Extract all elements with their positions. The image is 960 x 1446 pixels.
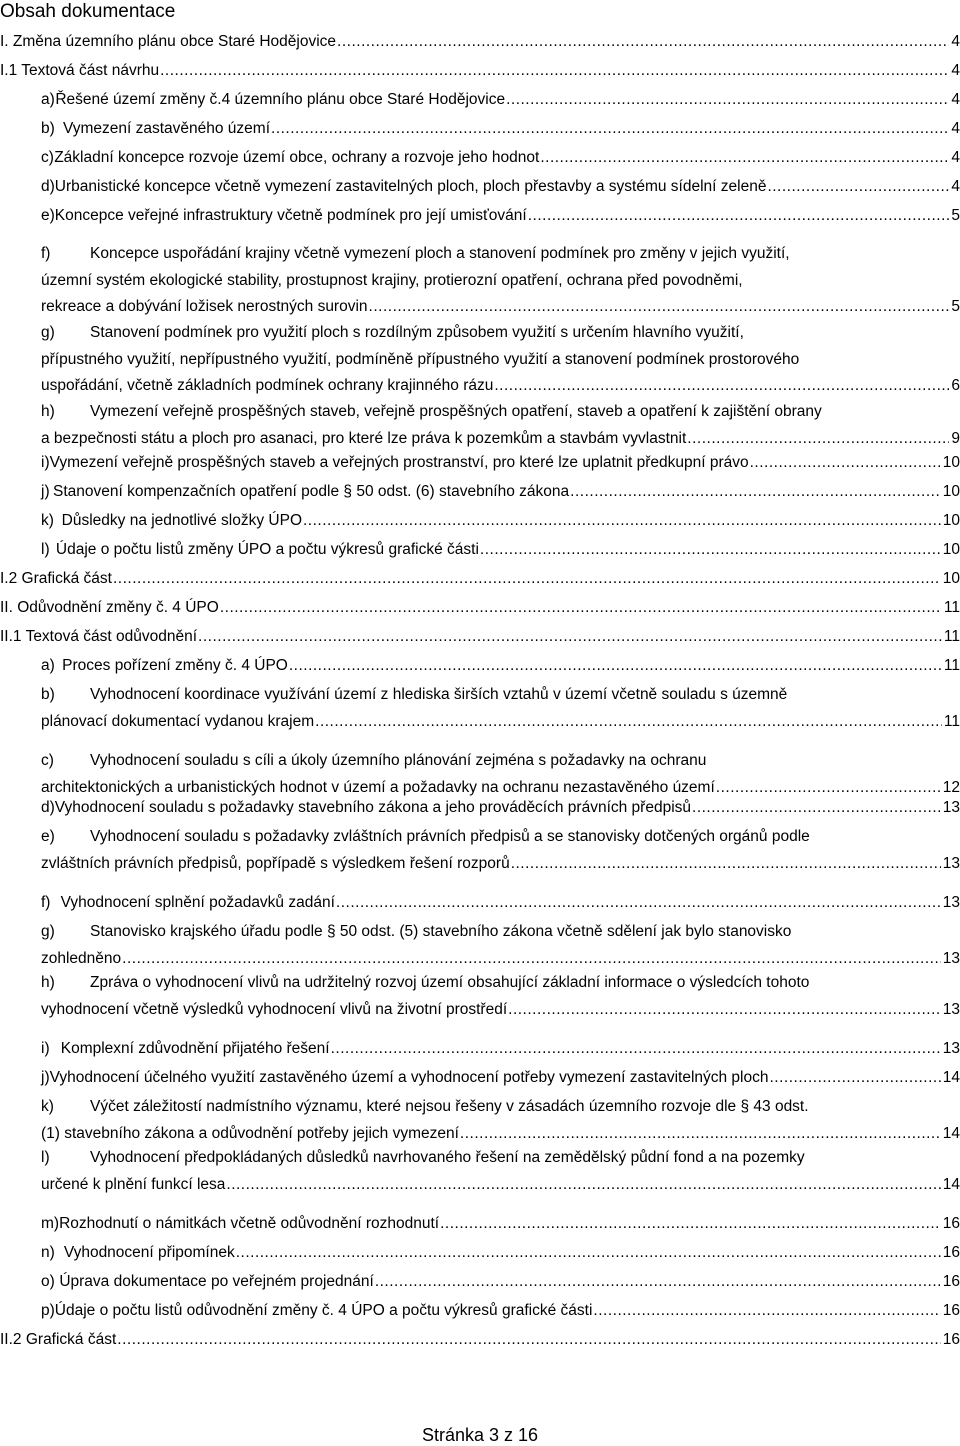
toc-entry-title: rekreace a dobývání ložisek nerostných surovin <box>41 298 368 316</box>
toc-page-number: 4 <box>951 120 960 137</box>
toc-page-number: 4 <box>951 62 960 79</box>
toc-entry-marker: a) <box>41 91 55 108</box>
toc-entry-title: přípustného využití, nepřípustného využití, podmíněně přípustného využití a stanovení podmínek prostorového <box>41 350 800 368</box>
toc-page-number: 10 <box>942 512 960 529</box>
dot-leader <box>494 373 949 400</box>
toc-entry[interactable] <box>0 1240 960 1267</box>
toc-page-number: 11 <box>943 657 960 674</box>
toc-page-number: 11 <box>943 628 960 645</box>
toc-page-number: 16 <box>942 1215 960 1232</box>
toc-entry-marker: l) <box>41 541 50 558</box>
dot-leader <box>337 29 949 56</box>
dot-leader <box>570 479 941 506</box>
toc-entry-title: Řešené území změny č.4 územního plánu obce Staré Hodějovice <box>55 91 506 108</box>
toc-entry-marker: c) <box>41 752 54 769</box>
toc-page-number: 10 <box>942 483 960 500</box>
toc-page-number: 11 <box>943 712 960 730</box>
dot-leader <box>508 997 941 1024</box>
toc-entry-title: plánovací dokumentací vydanou krajem <box>41 712 315 730</box>
dot-leader <box>160 58 949 85</box>
toc-entry[interactable] <box>0 537 960 564</box>
toc-entry[interactable] <box>0 1327 960 1354</box>
toc-entry-title: Vyhodnocení účelného využití zastavěného území a vyhodnocení potřeby vymezení zastavitelných ploch <box>49 1069 769 1086</box>
toc-entry-title: Koncepce uspořádání krajiny včetně vymezení ploch a stanovení podmínek pro změny v jejich využití, <box>90 245 790 262</box>
toc-entry-marker: j) <box>41 483 50 500</box>
toc-entry-title: (1) stavebního zákona a odůvodnění potřeby jejich vymezení <box>41 1124 459 1142</box>
toc-entry-marker: l) <box>41 1149 50 1166</box>
toc-page-number: 16 <box>942 1302 960 1319</box>
dot-leader <box>198 624 942 651</box>
toc-entry-title: Vyhodnocení koordinace využívání území z hlediska širších vztahů v území včetně souladu s územně <box>90 686 788 703</box>
toc-entry-marker: g) <box>41 324 55 341</box>
toc-entry-marker: p) <box>41 1302 55 1319</box>
toc-entry-marker: a) <box>41 657 55 674</box>
dot-leader <box>767 174 949 201</box>
toc-entry-marker: e) <box>41 207 55 224</box>
toc-page-number: 13 <box>942 894 960 911</box>
toc-entry[interactable] <box>0 145 960 172</box>
toc-entry-title: II.2 Grafická část <box>0 1331 117 1348</box>
toc-page-number: 16 <box>942 1244 960 1261</box>
toc-entry-title: Údaje o počtu listů odůvodnění změny č. 4 ÚPO a počtu výkresů grafické části <box>54 1302 593 1319</box>
dot-leader <box>511 851 941 878</box>
dot-leader <box>113 566 941 593</box>
toc-entry-title: Vyhodnocení předpokládaných důsledků navrhovaného řešení na zemědělský půdní fond a na pozemky <box>90 1149 805 1166</box>
toc-entry[interactable] <box>0 824 960 877</box>
dot-leader <box>226 1172 940 1199</box>
toc-entry-title: vyhodnocení včetně výsledků vyhodnocení vlivů na životní prostředí <box>41 1000 508 1018</box>
toc-entry[interactable] <box>0 1211 960 1238</box>
toc-page-number: 10 <box>942 570 960 587</box>
toc-entry-title: zvláštních právních předpisů, popřípadě s výsledkem řešení rozporů <box>41 854 510 872</box>
toc-entry-marker: b) <box>41 120 55 137</box>
toc-entry-title: Výčet záležitostí nadmístního významu, které nejsou řešeny v zásadách územního rozvoje dle § 43 odst. <box>90 1098 809 1115</box>
toc-entry-marker: f) <box>41 245 51 262</box>
toc-entry-title: Stanovení podmínek pro využití ploch s rozdílným způsobem využití s určením hlavního využití, <box>90 324 744 341</box>
toc-entry[interactable] <box>0 624 960 651</box>
toc-page-number: 9 <box>951 429 960 447</box>
toc-entry-title: Rozhodnutí o námitkách včetně odůvodnění rozhodnutí <box>59 1215 440 1232</box>
toc-entry-title: Základní koncepce rozvoje území obce, ochrany a rozvoje jeho hodnot <box>54 149 540 166</box>
toc-entry[interactable] <box>0 479 960 506</box>
toc-entry-marker: o) <box>41 1273 55 1290</box>
toc-page-number: 4 <box>951 33 960 50</box>
document-title: Obsah dokumentace <box>0 1 176 22</box>
toc-page-number: 6 <box>951 377 960 395</box>
toc-entry[interactable] <box>0 116 960 143</box>
toc-entry-title: Údaje o počtu listů změny ÚPO a počtu výkresů grafické části <box>55 541 479 558</box>
toc-entry-marker: h) <box>41 974 55 991</box>
toc-page-number: 4 <box>951 149 960 166</box>
toc-entry[interactable] <box>0 1298 960 1325</box>
toc-entry[interactable] <box>0 320 960 400</box>
dot-leader <box>692 795 941 822</box>
toc-entry-title: Urbanistické koncepce včetně vymezení zastavitelných ploch, ploch přestavby a systému sídelní zeleně <box>54 178 767 195</box>
dot-leader <box>506 87 949 114</box>
toc-entry-title: Vyhodnocení souladu s požadavky stavebního zákona a jeho prováděcích právních předpisů <box>54 799 692 816</box>
toc-entry-marker: d) <box>41 799 55 816</box>
toc-entry-marker: c) <box>41 149 54 166</box>
toc-entry-title: Vyhodnocení souladu s požadavky zvláštních právních předpisů a se stanovisky dotčených orgánů podle <box>90 828 810 845</box>
toc-entry-marker: d) <box>41 178 55 195</box>
toc-page-number: 13 <box>942 1040 960 1057</box>
toc-entry[interactable] <box>0 203 960 230</box>
toc-entry-title: Vymezení veřejně prospěšných staveb, veřejně prospěšných opatření, staveb a opatření k zajištění obrany <box>90 403 822 420</box>
toc-entry[interactable] <box>0 1145 960 1198</box>
toc-page-number: 14 <box>942 1124 960 1142</box>
dot-leader <box>440 1211 941 1238</box>
dot-leader <box>528 203 949 230</box>
dot-leader <box>480 537 941 564</box>
toc-entry[interactable] <box>0 1269 960 1296</box>
toc-page-number: 5 <box>951 207 960 224</box>
toc-page-number: 12 <box>942 778 960 796</box>
toc-entry-marker: i) <box>41 1040 50 1057</box>
toc-entry-title: Komplexní zdůvodnění přijatého řešení <box>60 1040 330 1057</box>
toc-entry[interactable] <box>0 399 960 452</box>
toc-entry-title: a bezpečnosti státu a ploch pro asanaci, pro které lze práva k pozemkům a stavbám vyvlastnit <box>41 429 687 447</box>
toc-page-number: 16 <box>942 1273 960 1290</box>
toc-entry[interactable] <box>0 1036 960 1063</box>
toc-entry-marker: h) <box>41 403 55 420</box>
toc-entry-title: územní systém ekologické stability, prostupnost krajiny, protierozní opatření, ochrana před povodněmi, <box>41 271 743 289</box>
toc-entry-title: I.1 Textová část návrhu <box>0 62 160 79</box>
toc-entry[interactable] <box>0 87 960 114</box>
toc-entry-title: uspořádání, včetně základních podmínek ochrany krajinného rázu <box>41 377 494 395</box>
dot-leader <box>117 1327 940 1354</box>
toc-page-number: 13 <box>942 949 960 967</box>
dot-leader <box>220 595 942 622</box>
toc-entry-title: Proces pořízení změny č. 4 ÚPO <box>62 657 288 674</box>
toc-entry-title: určené k plnění funkcí lesa <box>41 1175 226 1193</box>
toc-entry-title: Stanovení kompenzačních opatření podle § 50 odst. (6) stavebního zákona <box>53 483 570 500</box>
toc-entry[interactable] <box>0 241 960 321</box>
dot-leader <box>593 1298 940 1325</box>
dot-leader <box>303 508 941 535</box>
toc-entry[interactable] <box>0 566 960 593</box>
toc-entry[interactable] <box>0 970 960 1023</box>
dot-leader <box>750 450 941 477</box>
dot-leader <box>331 1036 941 1063</box>
toc-entry-title: architektonických a urbanistických hodnot v území a požadavky na ochranu nezastavěného území <box>41 778 715 796</box>
toc-page-number: 4 <box>951 91 960 108</box>
toc-entry[interactable] <box>0 58 960 85</box>
dot-leader <box>336 890 941 917</box>
toc-entry-marker: j) <box>41 1069 50 1086</box>
dot-leader <box>770 1065 941 1092</box>
toc-page-number: 5 <box>951 298 960 316</box>
dot-leader <box>122 946 941 973</box>
toc-entry[interactable] <box>0 919 960 972</box>
toc-entry-title: zohledněno <box>41 949 122 967</box>
toc-entry-marker: n) <box>41 1244 55 1261</box>
toc-entry-title: Stanovisko krajského úřadu podle § 50 odst. (5) stavebního zákona včetně sdělení jak bylo stanovisko <box>90 923 792 940</box>
toc-page-number: 10 <box>942 454 960 471</box>
dot-leader <box>375 1269 941 1296</box>
toc-entry[interactable] <box>0 1065 960 1092</box>
page-footer: Stránka 3 z 16 <box>421 1425 539 1445</box>
toc-page-number: 13 <box>942 854 960 872</box>
toc-entry-marker: i) <box>41 454 50 471</box>
toc-entry-title: Důsledky na jednotlivé složky ÚPO <box>61 512 302 529</box>
toc-entry[interactable] <box>0 795 960 822</box>
toc-page-number: 13 <box>942 799 960 816</box>
toc-entry-marker: k) <box>41 512 54 529</box>
toc-entry-marker: m) <box>41 1215 60 1232</box>
toc-entry-title: II.1 Textová část odůvodnění <box>0 628 198 645</box>
toc-page-number: 14 <box>942 1175 960 1193</box>
toc-entry[interactable] <box>0 595 960 622</box>
dot-leader <box>315 709 942 736</box>
toc-entry[interactable] <box>0 174 960 201</box>
dot-leader <box>369 294 949 321</box>
toc-entry[interactable] <box>0 508 960 535</box>
toc-entry-title: I.2 Grafická část <box>0 570 112 587</box>
toc-entry[interactable] <box>0 1094 960 1147</box>
toc-entry-title: Zpráva o vyhodnocení vlivů na udržitelný rozvoj území obsahující základní informace o výsledcích tohoto <box>90 974 810 991</box>
toc-page-number: 4 <box>951 178 960 195</box>
toc-entry-title: Vyhodnocení splnění požadavků zadání <box>60 894 335 911</box>
toc-entry[interactable] <box>0 450 960 477</box>
toc-page-number: 16 <box>942 1331 960 1348</box>
dot-leader <box>460 1121 941 1148</box>
dot-leader <box>540 145 949 172</box>
toc-entry-marker: g) <box>41 923 55 940</box>
toc-page-number: 13 <box>942 1000 960 1018</box>
toc-entry-title: Vyhodnocení souladu s cíli a úkoly územního plánování zejména s požadavky na ochranu <box>90 752 707 769</box>
dot-leader <box>687 426 949 453</box>
toc-entry[interactable] <box>0 682 960 735</box>
toc-entry[interactable] <box>0 29 960 56</box>
toc-entry-title: Úprava dokumentace po veřejném projednání <box>59 1273 374 1290</box>
toc-page-number: 14 <box>942 1069 960 1086</box>
toc-entry[interactable] <box>0 890 960 917</box>
toc-entry-title: Vyhodnocení připomínek <box>63 1244 235 1261</box>
dot-leader <box>271 116 949 143</box>
toc-page-number: 11 <box>943 599 960 616</box>
toc-entry-title: Vymezení zastavěného území <box>62 120 271 137</box>
dot-leader <box>236 1240 941 1267</box>
toc-entry-title: Koncepce veřejné infrastruktury včetně podmínek pro její umisťování <box>54 207 527 224</box>
toc-entry-marker: b) <box>41 686 55 703</box>
toc-page-number: 10 <box>942 541 960 558</box>
toc-entry-marker: f) <box>41 894 51 911</box>
toc-entry[interactable] <box>0 653 960 680</box>
toc-entry-title: II. Odůvodnění změny č. 4 ÚPO <box>0 599 219 616</box>
toc-entry-title: Vymezení veřejně prospěšných staveb a veřejných prostranství, pro které lze uplatnit předkupní právo <box>49 454 749 471</box>
toc-entry-marker: e) <box>41 828 55 845</box>
toc-entry-marker: k) <box>41 1098 54 1115</box>
dot-leader <box>289 653 942 680</box>
toc-entry[interactable] <box>0 748 960 801</box>
toc-entry-title: I. Změna územního plánu obce Staré Hodějovice <box>0 33 337 50</box>
